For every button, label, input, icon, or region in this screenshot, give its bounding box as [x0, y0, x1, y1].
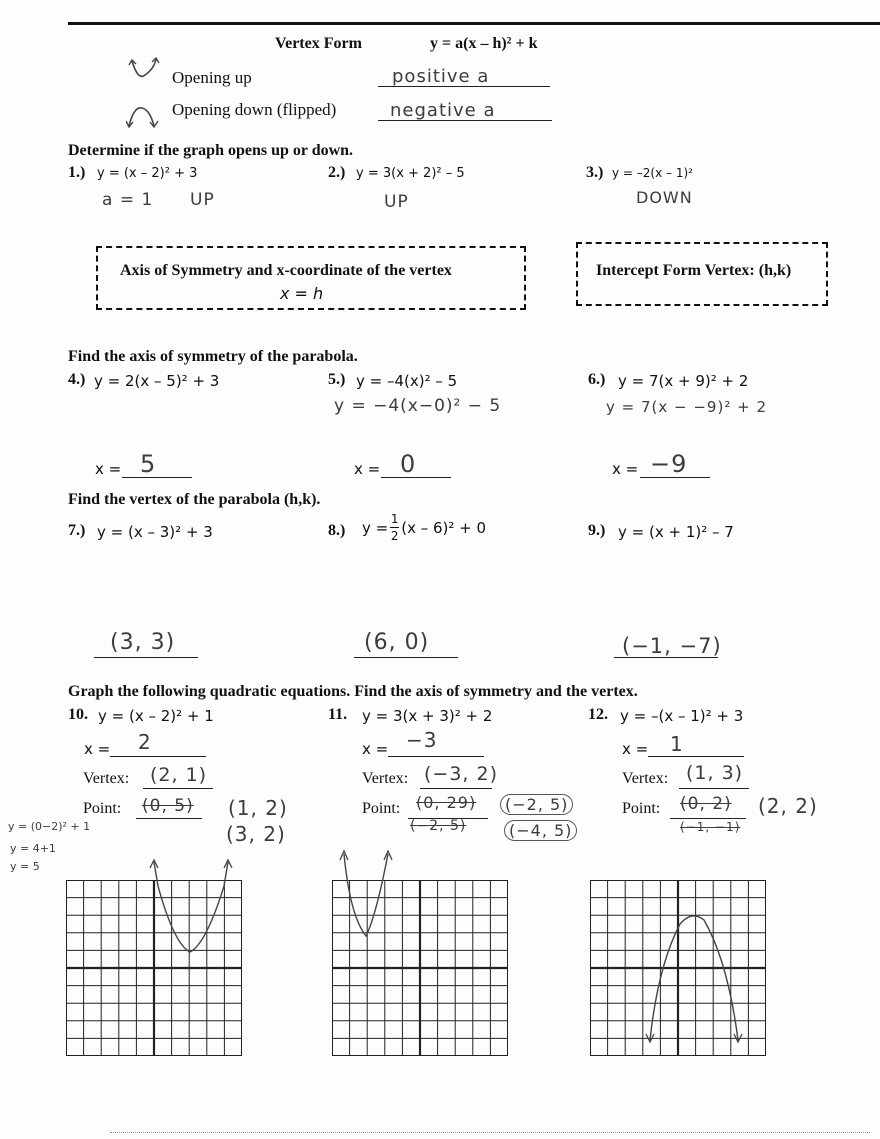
problem-10-point-extra-1: (1, 2) [228, 796, 288, 820]
opening-down-icon [126, 100, 160, 130]
problem-10-vertex-label: Vertex: [83, 770, 130, 787]
opening-down-label: Opening down (flipped) [172, 100, 337, 119]
problem-12-vertex-label: Vertex: [622, 770, 669, 787]
problem-10-x-label: x = [84, 740, 111, 758]
problem-8-numerator: 1 [390, 512, 399, 526]
problem-6-work: y = 7(x − −9)² + 2 [606, 398, 767, 416]
problem-10-point-extra-2: (3, 2) [226, 822, 286, 846]
opening-down-answer: negative a [390, 100, 496, 121]
problem-12-axis-answer: 1 [670, 732, 684, 756]
problem-11-point-extra-1: (−2, 5) [500, 794, 573, 815]
problem-5-number: 5.) [328, 371, 346, 388]
problem-3-equation: y = –2(x – 1)² [612, 166, 693, 180]
problem-3-number: 3.) [586, 164, 604, 181]
section4-heading: Graph the following quadratic equations. Find the axis of symmetry and the vertex. [68, 683, 638, 700]
problem-8-denominator: 2 [390, 529, 399, 543]
problem-8-answer: (6, 0) [364, 630, 430, 655]
problem-12-point-label: Point: [622, 800, 661, 817]
problem-4-equation: y = 2(x – 5)² + 3 [94, 372, 220, 390]
problem-11-x-label: x = [362, 740, 389, 758]
problem-9-equation: y = (x + 1)² – 7 [618, 523, 734, 541]
problem-10-point-struck: (0, 5) [142, 796, 194, 816]
problem-2-equation: y = 3(x + 2)² – 5 [356, 166, 465, 181]
problem-9-number: 9.) [588, 522, 606, 539]
opening-up-icon [128, 55, 162, 85]
problem-8-fraction [390, 513, 399, 542]
problem-11-point-struck: (0, 29) [416, 793, 477, 812]
problem-11-point-label: Point: [362, 800, 401, 817]
section3-heading: Find the vertex of the parabola (h,k). [68, 491, 321, 508]
problem-6-number: 6.) [588, 371, 606, 388]
problem-7-answer: (3, 3) [110, 630, 176, 655]
problem-5-work: y = −4(x−0)² − 5 [334, 396, 502, 416]
problem-7-equation: y = (x – 3)² + 3 [97, 523, 213, 541]
vertex-form-formula: y = a(x – h)² + k [430, 35, 538, 52]
page-title: Vertex Form [275, 35, 362, 52]
problem-10-margin-work-1: y = (0−2)² + 1 [8, 820, 91, 833]
problem-1-work: a = 1 [102, 190, 154, 210]
axis-box-title: Axis of Symmetry and x-coordinate of the vertex [120, 262, 452, 279]
problem-12-number: 12. [588, 706, 608, 723]
problem-10-point-label: Point: [83, 800, 122, 817]
problem-5-answer: 0 [400, 450, 417, 478]
problem-5-equation: y = –4(x)² – 5 [356, 372, 458, 390]
problem-10-margin-work-3: y = 5 [10, 860, 40, 873]
problem-11-vertex-label: Vertex: [362, 770, 409, 787]
problem-8-eq-prefix: y = [362, 518, 389, 537]
problem-10-axis-answer: 2 [138, 730, 152, 754]
problem-12-point-extra-1: (2, 2) [758, 794, 818, 818]
problem-11-vertex-answer: (−3, 2) [424, 763, 499, 785]
problem-11-number: 11. [328, 706, 348, 723]
problem-10-vertex-answer: (2, 1) [150, 764, 208, 786]
section2-heading: Find the axis of symmetry of the parabola. [68, 348, 358, 365]
problem-11-point-struck-2: (−2, 5) [410, 818, 467, 834]
problem-12-x-label: x = [622, 740, 649, 758]
problem-11-equation: y = 3(x + 3)² + 2 [362, 707, 493, 725]
problem-7-number: 7.) [68, 522, 86, 539]
problem-2-number: 2.) [328, 164, 346, 181]
problem-4-answer-blank [122, 457, 192, 478]
problem-2-answer: UP [384, 192, 409, 212]
intercept-box-title: Intercept Form Vertex: (h,k) [596, 262, 792, 279]
problem-1-number: 1.) [68, 164, 86, 181]
problem-12-equation: y = –(x – 1)² + 3 [620, 707, 744, 725]
problem-6-answer: −9 [650, 450, 688, 478]
problem-11-parabola-sketch [336, 846, 396, 942]
fraction-bar [390, 527, 399, 528]
problem-12-parabola-sketch [640, 906, 750, 1046]
scan-artifact-line [110, 1132, 870, 1134]
section1-heading: Determine if the graph opens up or down. [68, 142, 354, 159]
problem-10-axis-blank [110, 736, 206, 757]
problem-1-equation: y = (x – 2)² + 3 [97, 166, 198, 181]
problem-12-point-struck: (0, 2) [680, 794, 732, 814]
top-rule [68, 22, 880, 25]
problem-12-point-struck-2: (−1, −1) [680, 820, 741, 834]
problem-1-answer: UP [190, 190, 215, 210]
problem-8-eq-suffix: (x – 6)² + 0 [401, 518, 487, 537]
problem-4-number: 4.) [68, 371, 86, 388]
problem-10-margin-work-2: y = 4+1 [10, 842, 56, 855]
problem-3-answer: DOWN [636, 188, 693, 207]
axis-box-formula: x = h [280, 284, 324, 303]
problem-6-equation: y = 7(x + 9)² + 2 [618, 372, 749, 390]
problem-11-axis-answer: −3 [406, 728, 438, 752]
problem-5-x-label: x = [354, 460, 381, 478]
problem-10-parabola-sketch [140, 854, 240, 958]
problem-12-axis-blank [648, 736, 744, 757]
problem-11-point-extra-2: (−4, 5) [504, 820, 577, 841]
problem-4-x-label: x = [95, 460, 122, 478]
problem-10-number: 10. [68, 706, 88, 723]
problem-8-number: 8.) [328, 522, 346, 539]
problem-9-answer: (−1, −7) [622, 634, 722, 658]
opening-up-label: Opening up [172, 68, 252, 87]
problem-6-x-label: x = [612, 460, 639, 478]
problem-12-vertex-answer: (1, 3) [686, 762, 744, 784]
problem-10-equation: y = (x – 2)² + 1 [98, 707, 214, 725]
opening-up-answer: positive a [392, 66, 490, 87]
problem-8-equation [362, 513, 486, 542]
problem-4-answer: 5 [140, 450, 157, 478]
